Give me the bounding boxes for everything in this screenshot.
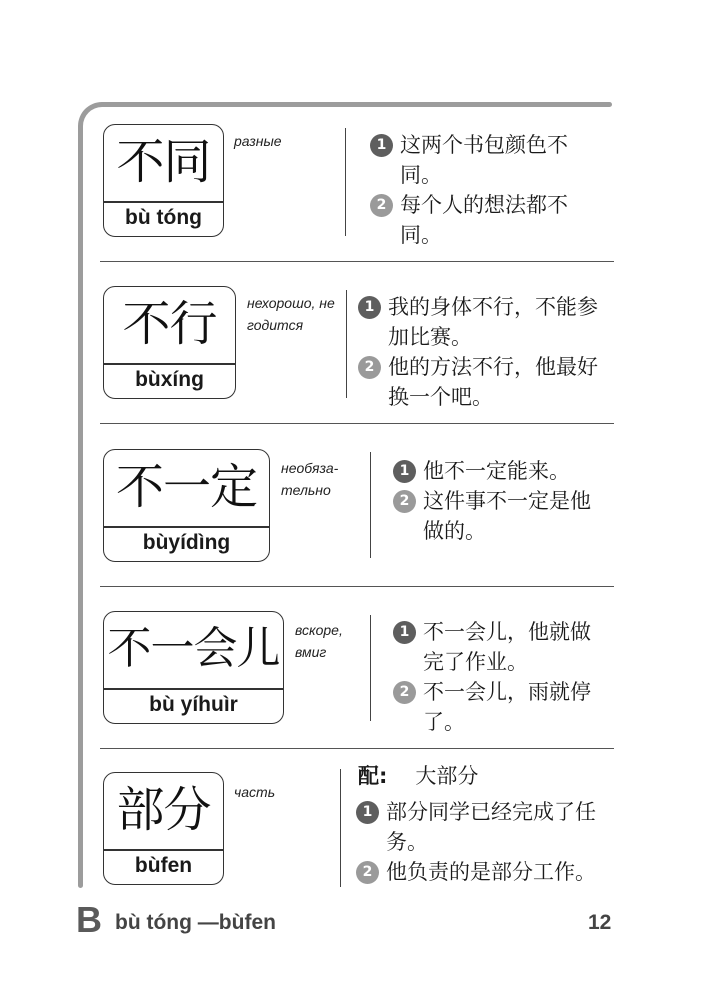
headword: 不一会儿 bbox=[107, 623, 280, 674]
page-frame-left bbox=[78, 126, 83, 888]
number-badge: 1 bbox=[356, 801, 379, 824]
example-sentence bbox=[393, 486, 603, 546]
example-text: 这两个书包颜色不同。 bbox=[400, 133, 568, 187]
example-text: 不一会儿，他就做完了作业。 bbox=[423, 620, 591, 674]
example-sentence bbox=[358, 292, 610, 352]
column-divider bbox=[345, 128, 346, 236]
collocation-label: 配: bbox=[358, 764, 388, 788]
column-divider bbox=[340, 769, 341, 887]
translation: необяза-тельно bbox=[281, 460, 339, 498]
example-text: 他的方法不行，他最好换一个吧。 bbox=[388, 355, 598, 409]
pinyin: bùxíng bbox=[135, 368, 204, 391]
translation: разные bbox=[234, 133, 282, 149]
example-list bbox=[393, 456, 603, 546]
page-number: 12 bbox=[588, 911, 612, 934]
word-card bbox=[103, 286, 236, 399]
dictionary-entry bbox=[100, 424, 614, 587]
column-divider bbox=[370, 452, 371, 558]
headword: 不同 bbox=[116, 134, 211, 190]
word-card bbox=[103, 124, 224, 237]
pinyin: bùfen bbox=[134, 854, 193, 877]
translation: часть bbox=[234, 784, 276, 800]
page-frame-top bbox=[100, 102, 612, 107]
number-badge: 2 bbox=[393, 490, 416, 513]
dictionary-entry bbox=[100, 749, 614, 889]
example-list bbox=[358, 292, 610, 412]
dictionary-entry bbox=[100, 587, 614, 749]
dictionary-entry bbox=[100, 262, 614, 424]
example-sentence bbox=[370, 130, 604, 190]
example-text: 部分同学已经完成了任务。 bbox=[386, 800, 596, 854]
collocation-line bbox=[356, 761, 618, 791]
example-sentence bbox=[356, 797, 618, 857]
column-divider bbox=[370, 615, 371, 721]
example-list bbox=[393, 617, 603, 737]
collocation-text: 大部分 bbox=[415, 764, 479, 788]
example-text: 每个人的想法都不同。 bbox=[400, 193, 568, 247]
word-card bbox=[103, 449, 270, 562]
example-list bbox=[370, 130, 604, 250]
number-badge: 2 bbox=[358, 356, 381, 379]
number-badge: 2 bbox=[356, 861, 379, 884]
number-badge: 2 bbox=[393, 681, 416, 704]
example-text: 这件事不一定是他做的。 bbox=[423, 489, 591, 543]
word-card bbox=[103, 772, 224, 885]
example-text: 我的身体不行，不能参加比赛。 bbox=[388, 295, 598, 349]
number-badge: 1 bbox=[358, 296, 381, 319]
headword: 不一定 bbox=[115, 459, 257, 515]
section-letter: B bbox=[76, 899, 102, 940]
number-badge: 1 bbox=[393, 460, 416, 483]
headword: 不行 bbox=[122, 296, 217, 352]
pinyin: bù tóng bbox=[125, 206, 202, 229]
example-sentence bbox=[393, 677, 603, 737]
pinyin: bù yíhuìr bbox=[149, 693, 238, 716]
headword: 部分 bbox=[116, 782, 211, 838]
dictionary-entry bbox=[100, 118, 614, 262]
translation: вскоре, вмиг bbox=[295, 622, 343, 660]
number-badge: 2 bbox=[370, 194, 393, 217]
column-divider bbox=[346, 290, 347, 398]
example-text: 不一会儿，雨就停了。 bbox=[423, 680, 591, 734]
number-badge: 1 bbox=[370, 134, 393, 157]
example-sentence bbox=[393, 617, 603, 677]
example-text: 他负责的是部分工作。 bbox=[386, 860, 596, 884]
number-badge: 1 bbox=[393, 621, 416, 644]
page-word-range: bù tóng —bùfen bbox=[115, 911, 276, 934]
word-card bbox=[103, 611, 284, 724]
example-text: 他不一定能来。 bbox=[423, 459, 570, 483]
example-sentence bbox=[393, 456, 603, 486]
example-sentence bbox=[356, 857, 618, 887]
example-sentence bbox=[370, 190, 604, 250]
example-list bbox=[356, 761, 618, 887]
translation: нехорошо, не годится bbox=[247, 295, 335, 333]
pinyin: bùyídìng bbox=[142, 531, 231, 554]
example-sentence bbox=[358, 352, 610, 412]
